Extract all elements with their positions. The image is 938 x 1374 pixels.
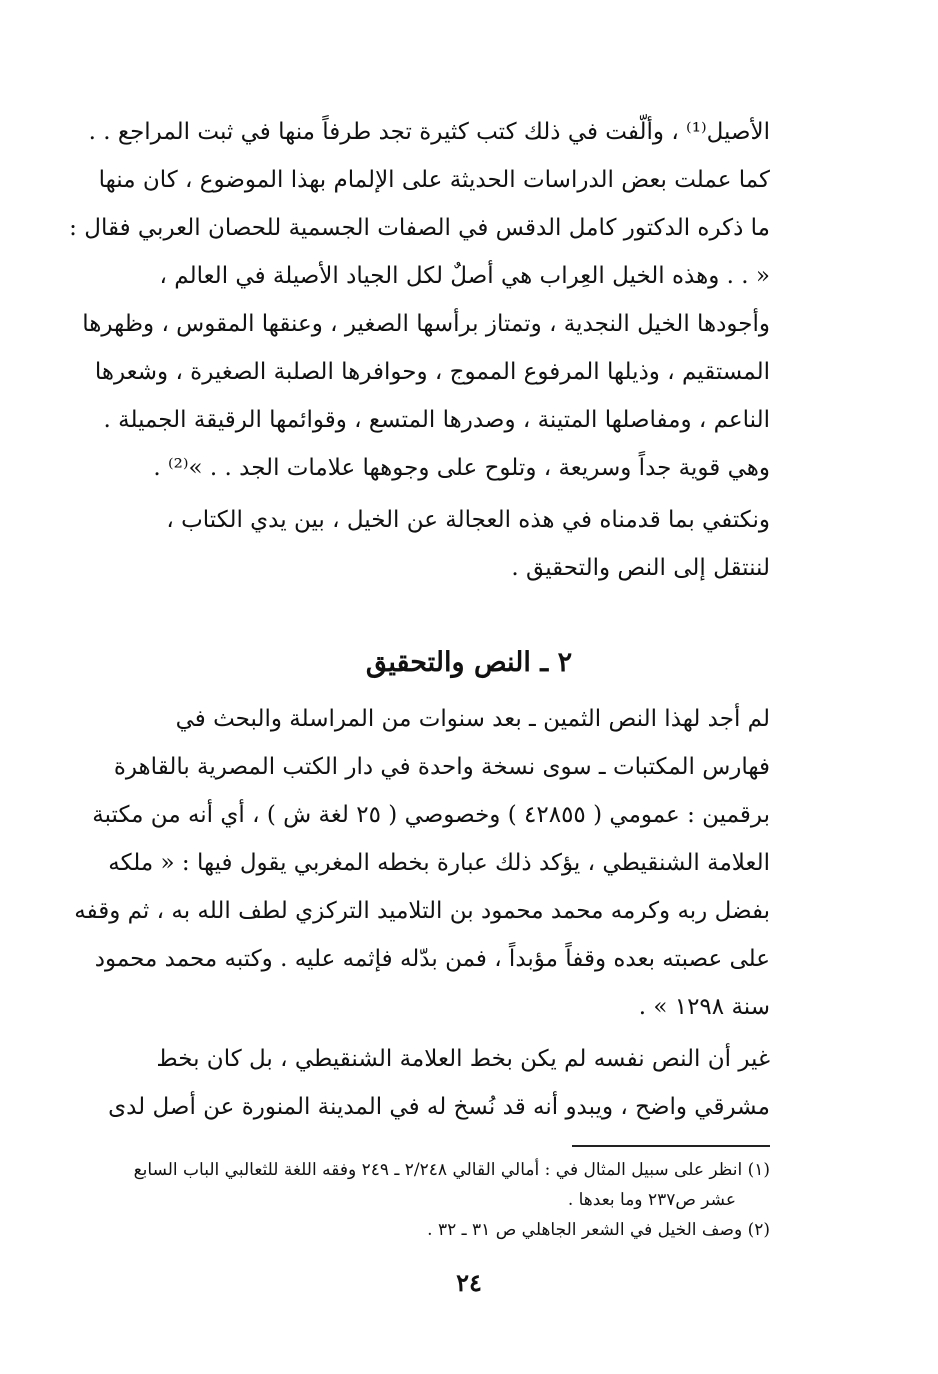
quote-line: وأجودها الخيل النجدية ، وتمتاز برأسها الصغير ، وعنقها المقوس ، وظهرها: [82, 311, 770, 337]
manuscript-paragraph: [74, 695, 770, 1031]
footnote-1-continuation: عشر ص٢٣٧ وما بعدها .: [567, 1190, 736, 1210]
script-paragraph: [108, 1035, 770, 1131]
footnote-2: (٢) وصف الخيل في الشعر الجاهلي ص ٣١ ـ ٣٢ .: [427, 1220, 770, 1240]
text-line: العلامة الشنقيطي ، يؤكد ذلك عبارة بخطه المغربي يقول فيها : « ملكه: [108, 850, 770, 876]
text-line: بفضل ربه وكرمه محمد محمود بن التلاميد التركزي لطف الله به ، ثم وقفه: [74, 898, 770, 924]
text-line: فهارس المكتبات ـ سوى نسخة واحدة في دار الكتب المصرية بالقاهرة: [113, 754, 770, 780]
transition-paragraph: [166, 496, 770, 592]
text-line: لننتقل إلى النص والتحقيق .: [511, 555, 770, 581]
page-number: ٢٤: [456, 1268, 482, 1297]
text-line: ونكتفي بما قدمناه في هذه العجالة عن الخيل ، بين يدي الكتاب ،: [166, 507, 770, 533]
text-line: مشرقي واضح ، ويبدو أنه قد نُسخ له في المدينة المنورة عن أصل لدى: [108, 1094, 770, 1120]
text-line: غير أن النص نفسه لم يكن بخط العلامة الشنقيطي ، بل كان بخط: [156, 1046, 770, 1072]
text-line: الأصيل⁽¹⁾ ، وألّفت في ذلك كتب كثيرة تجد طرفاً منها في ثبت المراجع . .: [88, 119, 770, 145]
footnote-1: (١) انظر على سبيل المثال في : أمالي القالي ٢/٢٤٨ ـ ٢٤٩ وفقه اللغة للثعالبي الباب السابع: [133, 1160, 770, 1180]
quote-line: المستقيم ، وذيلها المرفوع المموج ، وحوافرها الصلبة الصغيرة ، وشعرها: [94, 359, 770, 385]
quote-line: « . . وهذه الخيل العِراب هي أصلٌ لكل الجياد الأصيلة في العالم ،: [159, 263, 770, 289]
text-line: سنة ١٢٩٨ » .: [638, 994, 770, 1020]
text-line: كما عملت بعض الدراسات الحديثة على الإلمام بهذا الموضوع ، كان منها: [98, 167, 770, 193]
text-line: لم أجد لهذا النص الثمين ـ بعد سنوات من المراسلة والبحث في: [175, 706, 770, 732]
footnote-divider: [572, 1145, 770, 1147]
intro-paragraph: [69, 108, 770, 492]
text-line: ما ذكره الدكتور كامل الدقس في الصفات الجسمية للحصان العربي فقال :: [69, 215, 770, 241]
quote-line: وهي قوية جداً وسريعة ، وتلوح على وجوهها علامات الجد . . »⁽²⁾ .: [153, 455, 770, 481]
section-heading: ٢ ـ النص والتحقيق: [365, 647, 573, 678]
text-line: برقمين : عمومي ( ٤٢٨٥٥ ) وخصوصي ( ٢٥ لغة ش ) ، أي أنه من مكتبة: [92, 802, 770, 828]
text-line: على عصبته بعده وقفاً مؤبداً ، فمن بدّله فإثمه عليه . وكتبه محمد محمود: [94, 946, 770, 972]
quote-line: الناعم ، ومفاصلها المتينة ، وصدرها المتسع ، وقوائمها الرقيقة الجميلة .: [103, 407, 770, 433]
footnotes: [133, 1155, 770, 1245]
